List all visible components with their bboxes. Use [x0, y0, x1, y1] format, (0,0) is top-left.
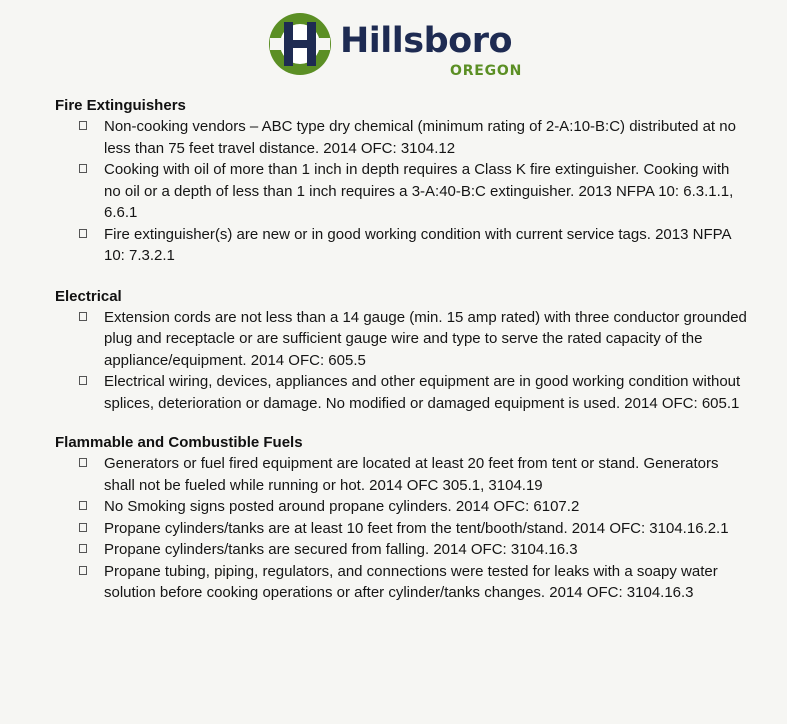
list-item	[0, 307, 787, 372]
checkbox-icon	[79, 121, 87, 130]
logo-state: OREGON	[450, 63, 523, 79]
section-flammable-combustible-fuels	[0, 433, 787, 604]
list-item	[0, 561, 787, 604]
list-item-text: Propane cylinders/tanks are secured from falling. 2014 OFC: 3104.16.3	[104, 541, 578, 558]
list-item	[0, 539, 787, 561]
section-title: Fire Extinguishers	[55, 97, 186, 114]
checkbox-icon	[79, 229, 87, 238]
list-item-text: Electrical wiring, devices, appliances and other equipment are in good working condition without splices, deterioration or damage. No modified or damaged equipment is used. 2014 OFC: 605.1	[104, 373, 741, 412]
checklist	[0, 116, 787, 267]
checklist	[0, 307, 787, 415]
hillsboro-h-logo-icon	[266, 10, 334, 78]
checklist-content	[0, 96, 787, 604]
list-item-text: Cooking with oil of more than 1 inch in depth requires a Class K fire extinguisher. Cooking with no oil or a depth of less than 1 inch requires a 3-A:40-B:C extinguisher. 2013 NFPA 10: 6.3.1.1, 6.6.1	[104, 161, 734, 221]
hillsboro-logo	[266, 6, 526, 80]
section-fire-extinguishers	[0, 96, 787, 267]
list-item	[0, 159, 787, 224]
checkbox-icon	[79, 164, 87, 173]
checkbox-icon	[79, 376, 87, 385]
list-item	[0, 371, 787, 414]
list-item	[0, 518, 787, 540]
list-item-text: Non-cooking vendors – ABC type dry chemical (minimum rating of 2-A:10-B:C) distributed at no less than 75 feet travel distance. 2014 OFC: 3104.12	[104, 118, 736, 157]
list-item	[0, 116, 787, 159]
list-item-text: Propane tubing, piping, regulators, and connections were tested for leaks with a soapy water solution before cooking operations or after cylinder/tanks changes. 2014 OFC: 3104.16.3	[104, 562, 718, 601]
list-item-text: Propane cylinders/tanks are at least 10 feet from the tent/booth/stand. 2014 OFC: 3104.16.2.1	[104, 519, 729, 537]
list-item-text: Extension cords are not less than a 14 gauge (min. 15 amp rated) with three conductor grounded plug and receptacle or are sufficient gauge wire and type to serve the rated capacity of the appliance/equipment. 2014 OFC: 605.5	[104, 308, 747, 369]
checkbox-icon	[79, 566, 87, 575]
logo-name: Hillsboro	[340, 21, 513, 61]
list-item	[0, 224, 787, 267]
list-item	[0, 496, 787, 518]
checkbox-icon	[79, 501, 87, 510]
checkbox-icon	[79, 312, 87, 321]
list-item-text: Generators or fuel fired equipment are located at least 20 feet from tent or stand. Generators shall not be fueled while running or hot. 2014 OFC 305.1, 3104.19	[104, 455, 719, 494]
section-title: Flammable and Combustible Fuels	[55, 434, 303, 451]
section-title: Electrical	[55, 287, 122, 305]
checkbox-icon	[79, 458, 87, 467]
section-electrical	[0, 287, 787, 415]
checkbox-icon	[79, 523, 87, 532]
list-item-text: No Smoking signs posted around propane cylinders. 2014 OFC: 6107.2	[104, 498, 580, 515]
checkbox-icon	[79, 544, 87, 553]
list-item-text: Fire extinguisher(s) are new or in good working condition with current service tags. 2013 NFPA 10: 7.3.2.1	[104, 225, 731, 264]
list-item	[0, 453, 787, 496]
checklist	[0, 453, 787, 604]
